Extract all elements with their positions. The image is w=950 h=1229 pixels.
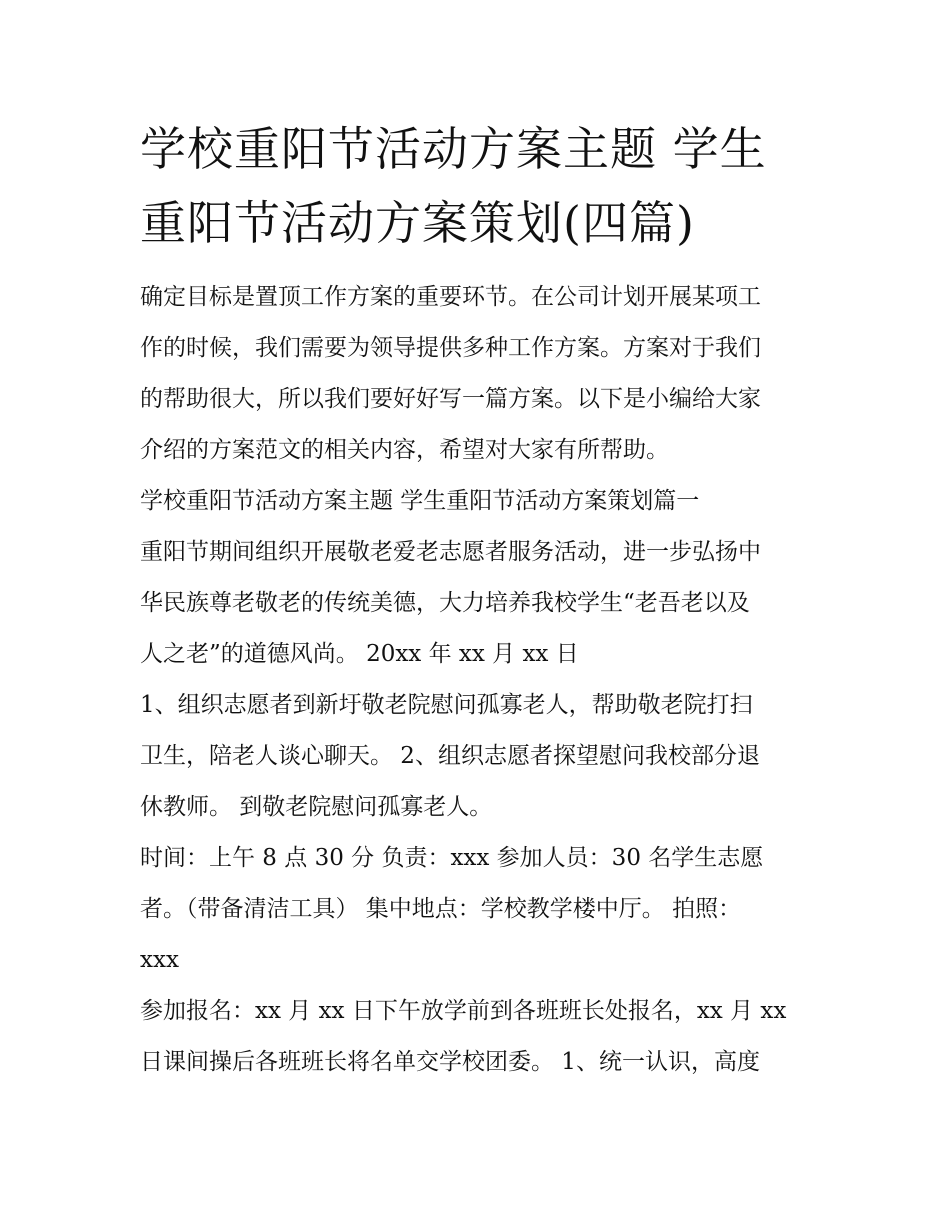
body-line: 人之老”的道德风尚。 20xx 年 xx 月 xx 日 (140, 641, 579, 667)
body-line: 者。（带备清洁工具） 集中地点：学校教学楼中厅。 拍照： (140, 896, 742, 922)
body-line: 确定目标是置顶工作方案的重要环节。在公司计划开展某项工 (140, 284, 761, 310)
body-line: 作的时候，我们需要为领导提供多种工作方案。方案对于我们 (140, 335, 761, 361)
body-line: 华民族尊老敬老的传统美德，大力培养我校学生“老吾老以及 (140, 590, 750, 616)
title-line: 重阳节活动方案策划(四篇) (140, 196, 695, 250)
body-line: 卫生，陪老人谈心聊天。 2、组织志愿者探望慰问我校部分退 (140, 743, 760, 769)
body-line: 参加报名：xx 月 xx 日下午放学前到各班班长处报名，xx 月 xx (140, 998, 787, 1024)
body-line: 重阳节期间组织开展敬老爱老志愿者服务活动，进一步弘扬中 (140, 539, 761, 565)
body-line: 时间：上午 8 点 30 分 负责：xxx 参加人员：30 名学生志愿 (140, 845, 764, 871)
document-title (140, 112, 830, 260)
section-heading: 学校重阳节活动方案主题 学生重阳节活动方案策划篇一 (140, 488, 700, 514)
body-line: 日课间操后各班班长将名单交学校团委。 1、统一认识，高度 (140, 1049, 760, 1075)
body-line: 休教师。 到敬老院慰问孤寡老人。 (140, 794, 493, 820)
body-line: 的帮助很大，所以我们要好好写一篇方案。以下是小编给大家 (140, 386, 761, 412)
body-line: xxx (140, 947, 179, 973)
title-line: 学校重阳节活动方案主题 学生 (140, 122, 767, 176)
body-line: 1、组织志愿者到新圩敬老院慰问孤寡老人，帮助敬老院打扫 (140, 692, 753, 718)
body-line: 介绍的方案范文的相关内容，希望对大家有所帮助。 (140, 437, 669, 463)
document-body (140, 272, 830, 1088)
